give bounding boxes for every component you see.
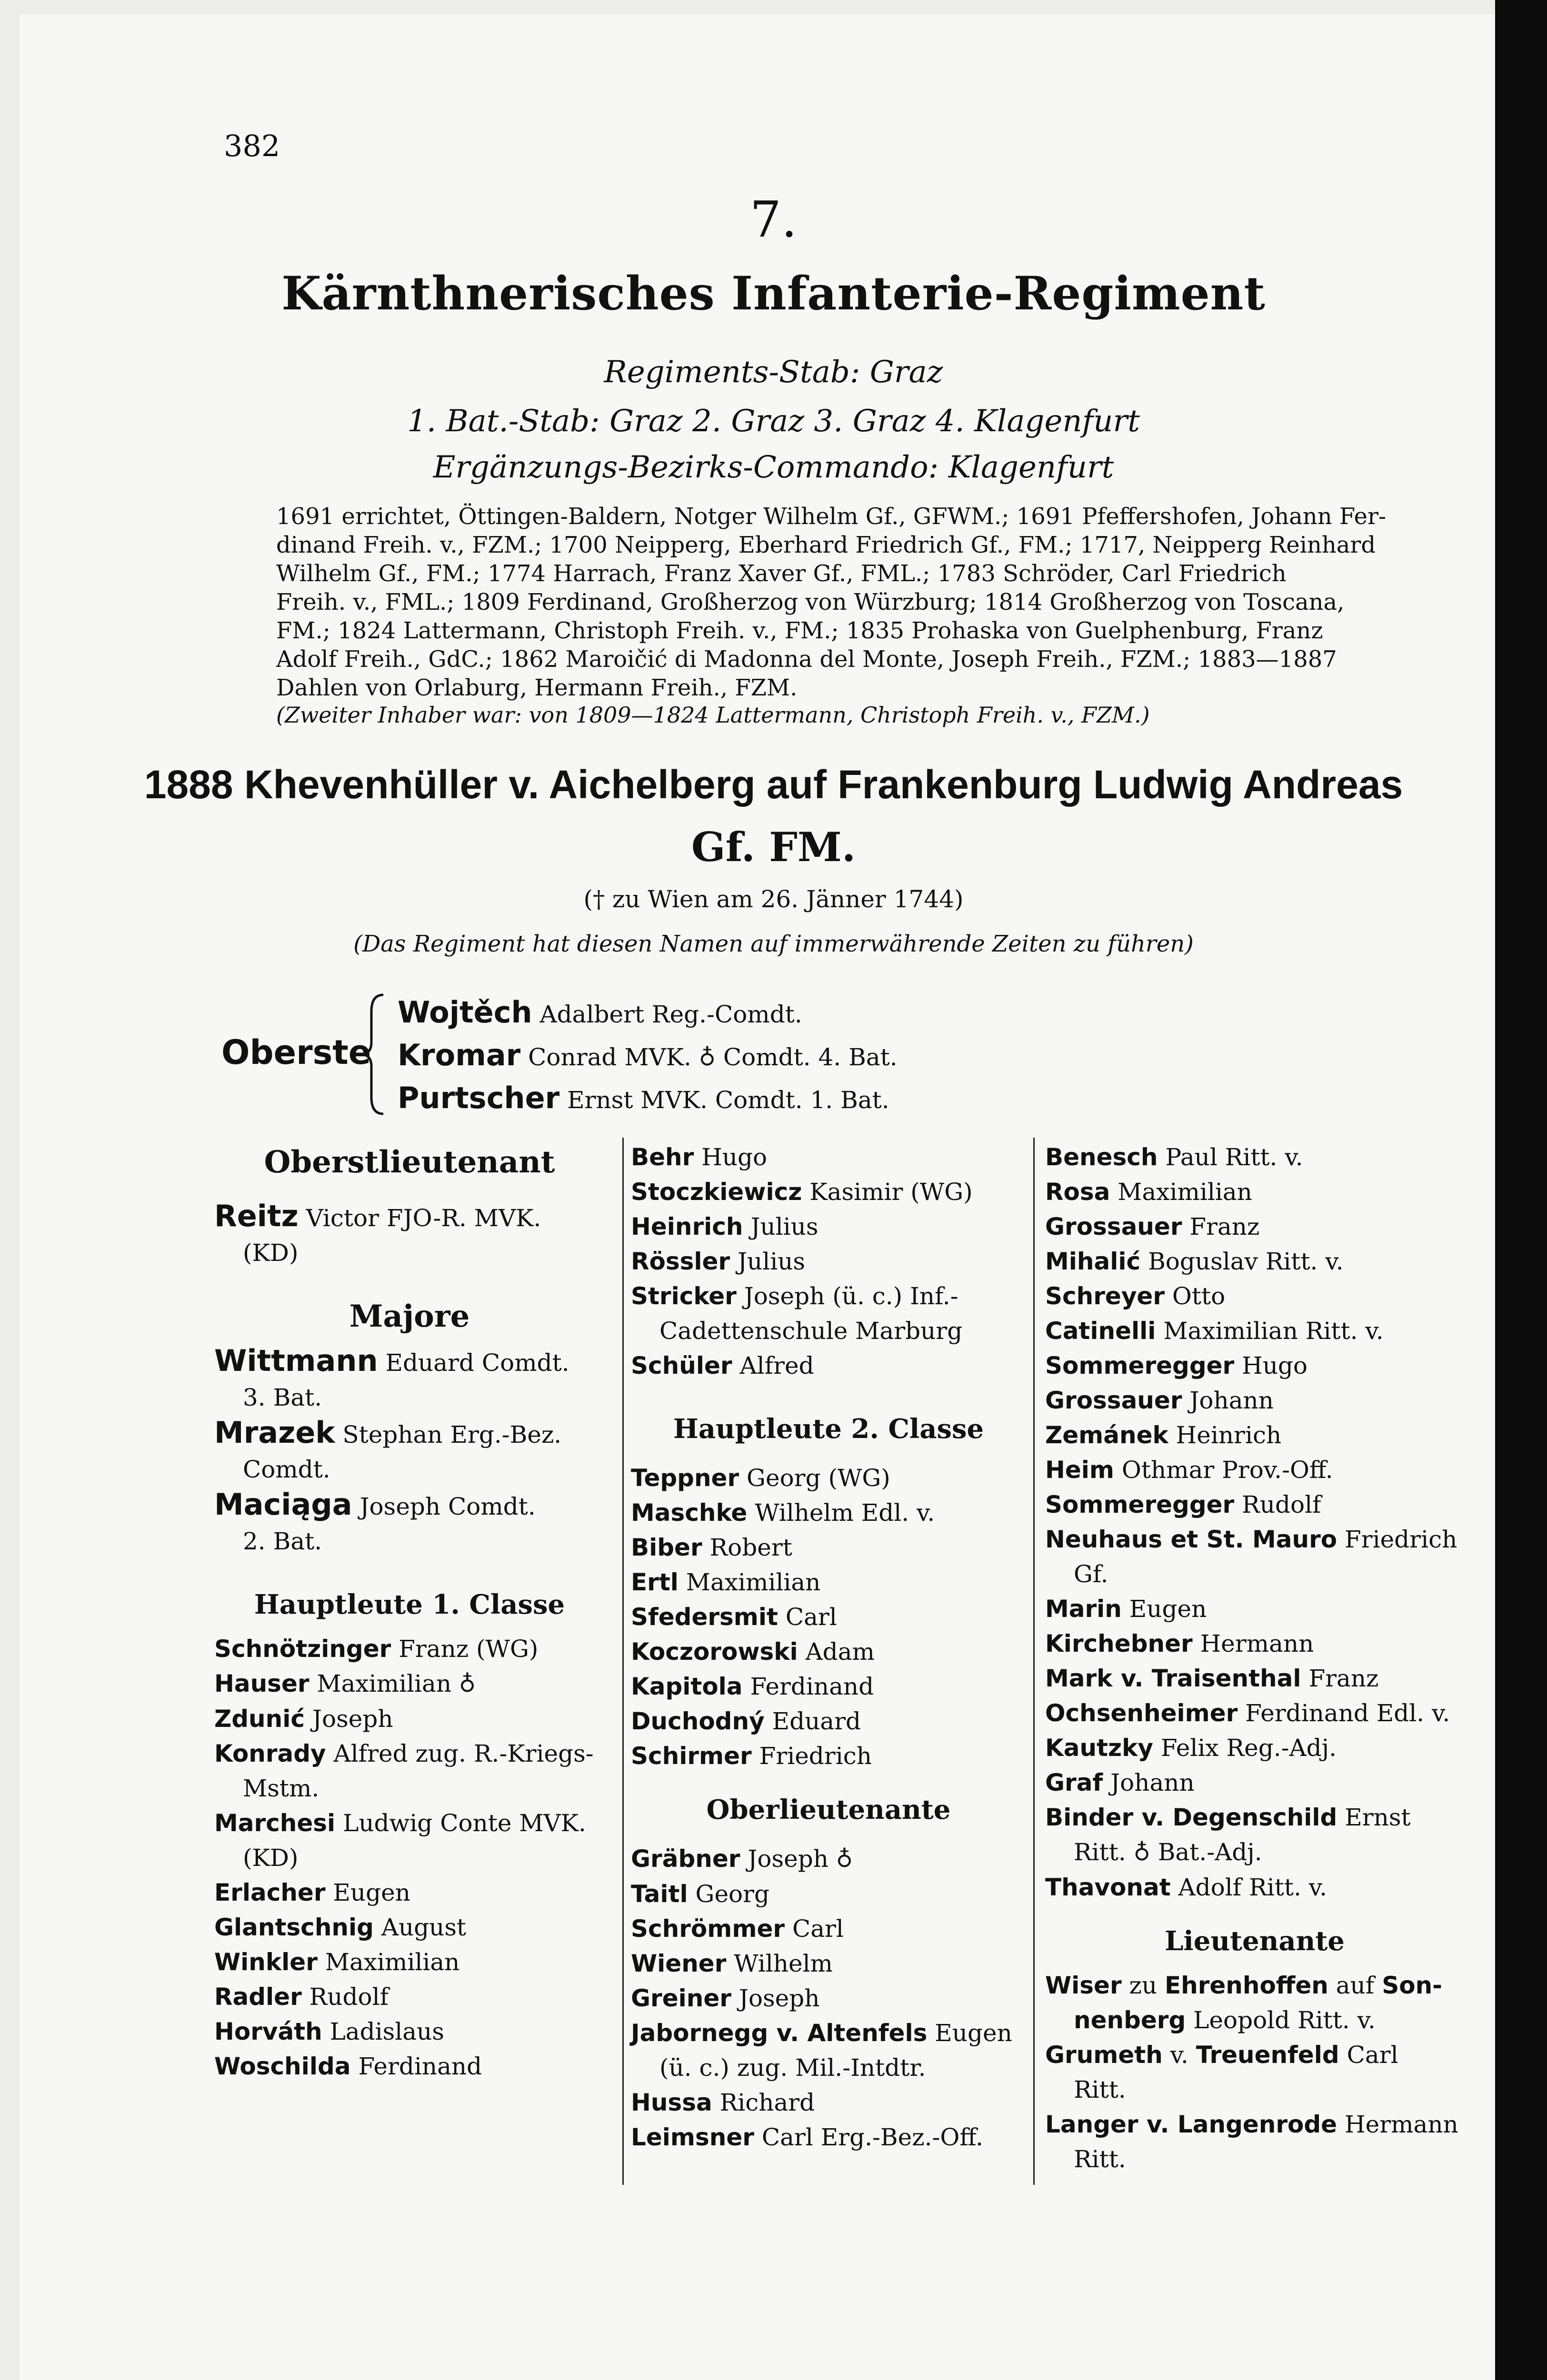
- officer-entry: [214, 1875, 605, 1910]
- history-line: FM.; 1824 Lattermann, Christoph Freih. v., FM.; 1835 Prohaska von Guelphenburg, Franz: [276, 617, 1323, 644]
- officer-detail: Joseph Comdt.: [359, 1493, 536, 1520]
- officer-detail: Johann: [1110, 1769, 1195, 1796]
- officer-detail: Carl: [1347, 2041, 1398, 2069]
- oberst-row: [398, 1038, 898, 1072]
- officer-name: Hauser: [214, 1670, 309, 1697]
- officer-detail: Eduard Comdt.: [385, 1349, 569, 1377]
- oberste-label: Oberste: [221, 1033, 371, 1072]
- officer-name: Treuenfeld: [1196, 2041, 1339, 2069]
- officer-detail: Franz: [1308, 1665, 1379, 1692]
- officer-entry-cont: Cadettenschule Marburg: [659, 1317, 963, 1345]
- officer-entry: [214, 1343, 605, 1380]
- section-heading: Majore: [349, 1299, 470, 1334]
- officer-detail: Georg: [695, 1880, 770, 1908]
- officer-entry: [1045, 1661, 1464, 1696]
- officer-entry: [1045, 1383, 1464, 1418]
- officer-detail: Eugen: [1129, 1595, 1207, 1623]
- officer-name: Rössler: [631, 1248, 730, 1275]
- officer-entry: [214, 1666, 605, 1702]
- column-divider: [622, 1138, 624, 2185]
- officer-entry: [631, 1635, 1026, 1669]
- officer-entry: [1045, 1140, 1464, 1175]
- oberst-name: Wojtěch: [398, 995, 532, 1030]
- officer-detail: Franz (WG): [399, 1635, 539, 1663]
- officer-entry: [1045, 1626, 1464, 1661]
- officer-detail: Ritt.: [1074, 1838, 1126, 1866]
- column-2: [631, 1140, 1026, 2155]
- officer-entry: [631, 1877, 1026, 1912]
- section-heading: Lieutenante: [1165, 1925, 1345, 1957]
- officer-name: Mrazek: [214, 1415, 335, 1450]
- officer-detail: Wilhelm: [734, 1950, 833, 1977]
- officer-detail: Hugo: [1242, 1352, 1308, 1379]
- history-line: Dahlen von Orlaburg, Hermann Freih., FZM.: [276, 674, 798, 701]
- decoration-icon: ♁: [699, 1044, 716, 1071]
- officer-name: Zdunić: [214, 1705, 305, 1733]
- officer-entry: [214, 2049, 605, 2084]
- officer-detail: Eugen: [333, 1879, 410, 1906]
- officer-name: Ertl: [631, 1568, 679, 1596]
- officer-entry: [1045, 1522, 1464, 1557]
- officer-detail: Richard: [719, 2089, 815, 2116]
- officer-entry: [1045, 1870, 1464, 1905]
- history-line: Adolf Freih., GdC.; 1862 Maroičić di Madonna del Monte, Joseph Freih., FZM.; 1883—1887: [276, 646, 1337, 673]
- officer-detail: Bat.-Adj.: [1158, 1838, 1262, 1866]
- officer-entry: [214, 1736, 605, 1771]
- officer-entry: [214, 1415, 605, 1452]
- officer-detail: Maximilian: [325, 1948, 460, 1976]
- officer-detail: Carl: [785, 1603, 837, 1631]
- officer-name: Ehrenhoffen: [1164, 1972, 1328, 1999]
- officer-detail: Felix Reg.-Adj.: [1160, 1734, 1337, 1762]
- officer-entry: [631, 1244, 1026, 1279]
- officer-entry: [1045, 1418, 1464, 1453]
- death-note: († zu Wien am 26. Jänner 1744): [583, 885, 964, 913]
- officer-name: Teppner: [631, 1464, 739, 1492]
- officer-entry: [214, 1945, 605, 1980]
- officer-detail: Georg (WG): [747, 1464, 890, 1492]
- officer-entry: [631, 2120, 1026, 2155]
- officer-entry: [631, 1175, 1026, 1210]
- officer-name: Sommeregger: [1045, 1352, 1235, 1379]
- regiment-staff: Regiments-Stab: Graz: [604, 355, 943, 390]
- officer-entry: [1045, 1696, 1464, 1731]
- officer-entry: [1045, 1800, 1464, 1835]
- officer-entry: [631, 1842, 1026, 1877]
- officer-entry: [631, 1496, 1026, 1530]
- officer-entry: [1045, 1731, 1464, 1765]
- officer-entry: [631, 1461, 1026, 1496]
- officer-entry: [214, 1199, 605, 1236]
- regiment-history: [276, 502, 1447, 702]
- officer-name: Behr: [631, 1143, 694, 1171]
- officer-detail: Joseph: [739, 1984, 820, 2012]
- officer-detail: Hermann: [1345, 2111, 1458, 2138]
- decoration-icon: ♁: [1133, 1839, 1150, 1866]
- officer-detail: Heinrich: [1176, 1421, 1282, 1449]
- officer-name: Sommeregger: [1045, 1491, 1235, 1518]
- officer-name: Wiener: [631, 1950, 727, 1977]
- officer-detail: Eugen: [935, 2019, 1012, 2047]
- officer-entry: [631, 1279, 1026, 1314]
- officer-detail: zu: [1129, 1972, 1158, 1999]
- officer-detail: Ferdinand: [750, 1673, 874, 1700]
- column-divider: [1033, 1138, 1035, 2185]
- officer-entry: [1045, 1244, 1464, 1279]
- officer-name: Catinelli: [1045, 1317, 1156, 1345]
- officer-entry-cont: [1045, 1835, 1464, 1870]
- officer-entry-cont: Mstm.: [243, 1775, 319, 1802]
- officer-entry: [631, 1349, 1026, 1383]
- officer-detail: Victor FJO-R. MVK.: [306, 1204, 541, 1232]
- officer-entry-cont: 2. Bat.: [243, 1527, 322, 1555]
- officer-detail: Paul Ritt. v.: [1165, 1143, 1303, 1171]
- officer-name: Schüler: [631, 1352, 732, 1379]
- history-line: dinand Freih. v., FZM.; 1700 Neipperg, Eberhard Friedrich Gf., FM.; 1717, Neipperg Reinhard: [276, 532, 1376, 558]
- officer-entry: [1045, 1592, 1464, 1626]
- officer-detail: Ferdinand: [358, 2053, 482, 2080]
- officer-entry: [1045, 1765, 1464, 1800]
- officer-entry: [631, 1704, 1026, 1739]
- officer-name: Graf: [1045, 1769, 1103, 1796]
- officer-detail: Joseph (ü. c.) Inf.-: [744, 1282, 958, 1310]
- officer-entry-cont: Ritt.: [1074, 2145, 1126, 2173]
- officer-name: Biber: [631, 1534, 702, 1561]
- officer-entry: [631, 1981, 1026, 2016]
- officer-name: Schreyer: [1045, 1282, 1165, 1310]
- officer-detail: Stephan Erg.-Bez.: [342, 1421, 562, 1448]
- officer-name: Grumeth: [1045, 2041, 1163, 2069]
- officer-detail: Alfred zug. R.-Kriegs-: [333, 1740, 594, 1767]
- history-line: Freih. v., FML.; 1809 Ferdinand, Großherzog von Würzburg; 1814 Großherzog von Toscana,: [276, 589, 1345, 615]
- officer-entry: [631, 1912, 1026, 1946]
- oberst-detail: Conrad MVK.: [528, 1043, 691, 1071]
- officer-detail: Julius: [750, 1213, 818, 1240]
- officer-entry: [214, 2014, 605, 2049]
- officer-entry: [214, 1632, 605, 1666]
- officer-entry: [1045, 1488, 1464, 1522]
- officer-name: Duchodný: [631, 1707, 765, 1735]
- officer-name: Konrady: [214, 1740, 326, 1767]
- officer-detail: Eduard: [772, 1707, 861, 1735]
- officer-name: Thavonat: [1045, 1874, 1171, 1901]
- officer-name: Stricker: [631, 1282, 737, 1310]
- officer-entry: [214, 1806, 605, 1841]
- officer-name: Heinrich: [631, 1213, 743, 1240]
- officer-entry: [631, 1600, 1026, 1635]
- officer-name: Schnötzinger: [214, 1635, 391, 1663]
- officer-entry: [1045, 1279, 1464, 1314]
- officer-name: Schirmer: [631, 1742, 752, 1770]
- officer-name: Koczorowski: [631, 1638, 798, 1666]
- officer-name: Wittmann: [214, 1343, 378, 1378]
- officer-entry: [631, 1565, 1026, 1600]
- officer-detail: Othmar Prov.-Off.: [1121, 1456, 1333, 1484]
- oberst-row: [398, 1081, 889, 1115]
- regiment-number: 7.: [749, 190, 798, 248]
- officer-detail: Leopold Ritt. v.: [1193, 2006, 1376, 2034]
- officer-name: Kautzky: [1045, 1734, 1153, 1762]
- officer-detail: Ladislaus: [329, 2018, 444, 2045]
- officer-detail: Johann: [1189, 1387, 1274, 1414]
- oberst-detail: Comdt. 4. Bat.: [723, 1043, 898, 1071]
- officer-name: Neuhaus et St. Mauro: [1045, 1526, 1337, 1553]
- erganzung-command: Ergänzungs-Bezirks-Commando: Klagenfurt: [433, 450, 1114, 485]
- officer-name: Maciąga: [214, 1487, 352, 1522]
- officer-detail: Joseph: [748, 1845, 828, 1873]
- officer-name: Ochsenheimer: [1045, 1699, 1238, 1727]
- officer-name: Kirchebner: [1045, 1630, 1193, 1657]
- officer-name: Reitz: [214, 1199, 299, 1233]
- officer-name: Binder v. Degenschild: [1045, 1804, 1337, 1831]
- officer-name: Mark v. Traisenthal: [1045, 1665, 1301, 1692]
- officer-name: Winkler: [214, 1948, 318, 1976]
- officer-entry: [1045, 1453, 1464, 1488]
- officer-name: Schrömmer: [631, 1915, 785, 1943]
- brace-icon: [359, 992, 388, 1116]
- officer-entry-cont: [1045, 2003, 1464, 2038]
- officer-detail: Joseph: [312, 1705, 393, 1733]
- officer-detail: v.: [1170, 2041, 1188, 2069]
- officer-name: Son-: [1382, 1972, 1442, 1999]
- history-line: Wilhelm Gf., FM.; 1774 Harrach, Franz Xaver Gf., FML.; 1783 Schröder, Carl Friedrich: [276, 560, 1287, 587]
- officer-entry: [1045, 1314, 1464, 1349]
- owner-heading: 1888 Khevenhüller v. Aichelberg auf Frankenburg Ludwig Andreas: [144, 762, 1403, 807]
- officer-detail: Rudolf: [309, 1983, 389, 2011]
- officer-detail: Franz: [1189, 1213, 1260, 1240]
- officer-name: Zemánek: [1045, 1421, 1168, 1449]
- officer-detail: auf: [1336, 1972, 1375, 1999]
- officer-detail: Carl Erg.-Bez.-Off.: [761, 2123, 983, 2151]
- officer-name: Greiner: [631, 1984, 731, 2012]
- page-number: 382: [224, 129, 280, 163]
- section-heading: Hauptleute 2. Classe: [673, 1413, 984, 1445]
- officer-name: Kapitola: [631, 1673, 743, 1700]
- officer-entry-cont: (KD): [243, 1844, 299, 1872]
- officer-name: Benesch: [1045, 1143, 1158, 1171]
- officer-name: Hussa: [631, 2089, 712, 2116]
- column-3: [1045, 1140, 1464, 2177]
- oberst-detail: Adalbert Reg.-Comdt.: [539, 1001, 802, 1028]
- officer-entry-cont: Gf.: [1074, 1560, 1108, 1588]
- officer-entry: [214, 1980, 605, 2014]
- officer-detail: August: [381, 1914, 467, 1941]
- officer-entry: [214, 1702, 605, 1736]
- officer-detail: Ludwig Conte MVK.: [343, 1809, 586, 1837]
- decoration-icon: ♁: [459, 1671, 476, 1697]
- officer-name: Langer v. Langenrode: [1045, 2111, 1337, 2138]
- officer-entry: [1045, 1349, 1464, 1383]
- officer-detail: Kasimir (WG): [809, 1178, 973, 1206]
- officer-name: Rosa: [1045, 1178, 1110, 1206]
- officer-name: Jabornegg v. Altenfels: [631, 2019, 928, 2047]
- officer-entry: [631, 2016, 1026, 2051]
- officer-name: Wiser: [1045, 1972, 1122, 1999]
- officer-detail: Adam: [805, 1638, 875, 1666]
- officer-detail: Hugo: [701, 1143, 768, 1171]
- officer-name: Marchesi: [214, 1809, 336, 1837]
- officer-entry: [631, 1946, 1026, 1981]
- officer-entry: [214, 1910, 605, 1945]
- officer-detail: Julius: [738, 1248, 806, 1275]
- oberst-name: Purtscher: [398, 1081, 560, 1115]
- officer-name: Erlacher: [214, 1879, 326, 1906]
- officer-entry: [631, 1530, 1026, 1565]
- officer-detail: Carl: [792, 1915, 844, 1943]
- officer-name: Radler: [214, 1983, 302, 2011]
- regiment-title: Kärnthnerisches Infanterie-Regiment: [281, 267, 1266, 320]
- officer-entry: [631, 2085, 1026, 2120]
- decoration-icon: ♁: [836, 1846, 853, 1873]
- officer-name: Stoczkiewicz: [631, 1178, 802, 1206]
- officer-entry: [214, 1487, 605, 1524]
- officer-entry: [631, 1739, 1026, 1774]
- officer-entry-cont: (KD): [243, 1239, 299, 1267]
- officer-detail: Maximilian: [686, 1568, 821, 1596]
- section-heading: Oberstlieutenant: [264, 1144, 555, 1180]
- owner-heading-cont: Gf. FM.: [691, 823, 856, 871]
- officer-name: Marin: [1045, 1595, 1122, 1623]
- officer-name: Woschilda: [214, 2053, 351, 2080]
- oberst-row: [398, 995, 802, 1030]
- section-heading: Oberlieutenante: [706, 1794, 951, 1825]
- officer-detail: Maximilian: [317, 1670, 452, 1697]
- officer-name: nenberg: [1074, 2006, 1186, 2034]
- officer-name: Gräbner: [631, 1845, 740, 1873]
- officer-name: Heim: [1045, 1456, 1114, 1484]
- officer-name: Leimsner: [631, 2123, 754, 2151]
- history-line: 1691 errichtet, Öttingen-Baldern, Notger Wilhelm Gf., GFWM.; 1691 Pfeffershofen, Johann Fer-: [276, 503, 1387, 530]
- officer-entry: [1045, 1175, 1464, 1210]
- officer-entry: [1045, 1968, 1464, 2003]
- officer-detail: Ernst: [1345, 1804, 1411, 1831]
- officer-name: Maschke: [631, 1499, 748, 1527]
- officer-entry-cont: 3. Bat.: [243, 1384, 322, 1411]
- officer-name: Grossauer: [1045, 1387, 1182, 1414]
- officer-entry: [1045, 2107, 1464, 2142]
- officer-entry: [1045, 1210, 1464, 1244]
- officer-entry-cont: Comdt.: [243, 1456, 330, 1483]
- officer-detail: Alfred: [739, 1352, 814, 1379]
- officer-entry-cont: Ritt.: [1074, 2076, 1126, 2103]
- officer-detail: Rudolf: [1242, 1491, 1321, 1518]
- officer-name: Horváth: [214, 2018, 322, 2045]
- officer-name: Glantschnig: [214, 1914, 374, 1941]
- column-1: [214, 1145, 605, 2084]
- officer-entry: [1045, 2038, 1464, 2073]
- officer-detail: Maximilian Ritt. v.: [1163, 1317, 1384, 1345]
- officer-name: Taitl: [631, 1880, 688, 1908]
- regiment-name-note: (Das Regiment hat diesen Namen auf immerwährende Zeiten zu führen): [353, 931, 1194, 957]
- battalion-staffs: 1. Bat.-Stab: Graz 2. Graz 3. Graz 4. Klagenfurt: [407, 404, 1140, 439]
- officer-detail: Hermann: [1200, 1630, 1314, 1657]
- officer-detail: Robert: [709, 1534, 792, 1561]
- officer-entry: [631, 1210, 1026, 1244]
- officer-name: Mihalić: [1045, 1248, 1141, 1275]
- oberst-detail: Ernst MVK. Comdt. 1. Bat.: [567, 1086, 889, 1114]
- officer-detail: Maximilian: [1118, 1178, 1252, 1206]
- officer-name: Grossauer: [1045, 1213, 1182, 1240]
- officer-detail: Ferdinand Edl. v.: [1245, 1699, 1450, 1727]
- officer-detail: Boguslav Ritt. v.: [1148, 1248, 1344, 1275]
- officer-detail: Friedrich: [1345, 1526, 1457, 1553]
- officer-detail: Otto: [1172, 1282, 1226, 1310]
- section-heading: Hauptleute 1. Classe: [254, 1589, 565, 1620]
- officer-entry: [631, 1140, 1026, 1175]
- oberst-name: Kromar: [398, 1038, 521, 1072]
- officer-detail: Wilhelm Edl. v.: [755, 1499, 935, 1527]
- officer-detail: Adolf Ritt. v.: [1178, 1874, 1327, 1901]
- second-owner-note: (Zweiter Inhaber war: von 1809—1824 Lattermann, Christoph Freih. v., FZM.): [276, 702, 1150, 728]
- officer-name: Sfedersmit: [631, 1603, 778, 1631]
- officer-entry: [631, 1669, 1026, 1704]
- officer-detail: Friedrich: [759, 1742, 872, 1770]
- officer-entry-cont: (ü. c.) zug. Mil.-Intdtr.: [659, 2054, 926, 2082]
